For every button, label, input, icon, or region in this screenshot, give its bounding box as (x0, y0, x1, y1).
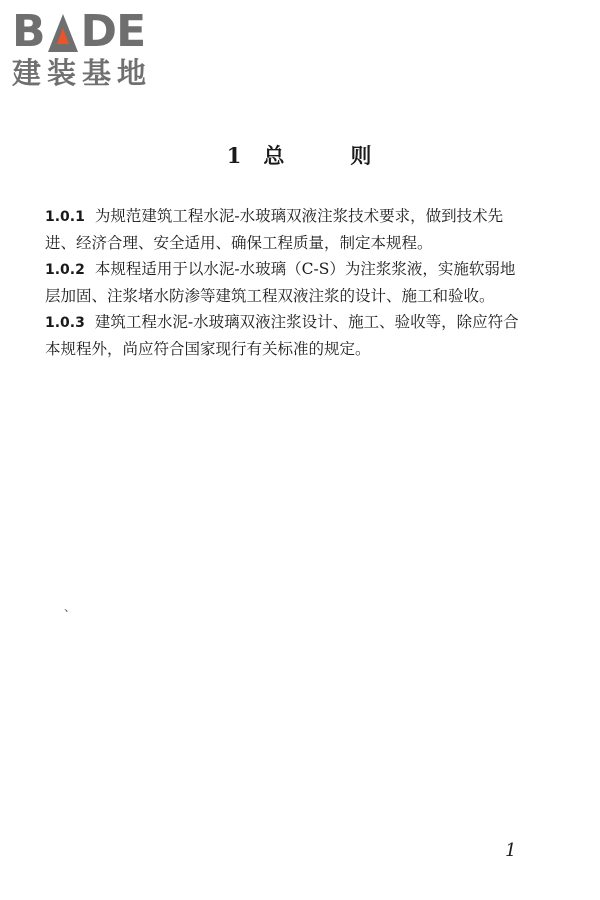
clause-text: 为规范建筑工程水泥-水玻璃双液注浆技术要求，做到技术先进、经济合理、安全适用、确保工程质量，制定本规程。 (45, 207, 504, 252)
clause-text: 本规程适用于以水泥-水玻璃（C-S）为注浆浆液，实施软弱地层加固、注浆堵水防渗等建筑工程双液注浆的设计、施工和验收。 (45, 260, 516, 305)
clause-text: 建筑工程水泥-水玻璃双液注浆设计、施工、验收等，除应符合本规程外，尚应符合国家现行有关标准的规定。 (45, 313, 519, 358)
clause-number: 1.0.1 (45, 209, 85, 225)
chapter-number: 1 (226, 143, 244, 168)
stray-mark: 、 (64, 600, 77, 614)
chapter-title-part1: 总 (263, 143, 287, 168)
brand-wordmark (12, 6, 182, 57)
clause-number: 1.0.2 (45, 262, 85, 278)
chapter-title (0, 140, 600, 170)
clause-1-0-1 (45, 203, 525, 256)
clause-number: 1.0.3 (45, 315, 85, 331)
brand-a-triangle-icon (46, 10, 80, 54)
watermark-logo (12, 6, 182, 92)
clause-1-0-3 (45, 309, 525, 362)
brand-subtitle: 建装基地 (12, 56, 153, 90)
clause-list (45, 203, 525, 362)
brand-letter-b: B (12, 6, 45, 57)
clause-1-0-2 (45, 256, 525, 309)
brand-letters-de: DE (80, 6, 146, 57)
page-number: 1 (505, 840, 517, 861)
chapter-title-part2: 则 (350, 143, 374, 168)
